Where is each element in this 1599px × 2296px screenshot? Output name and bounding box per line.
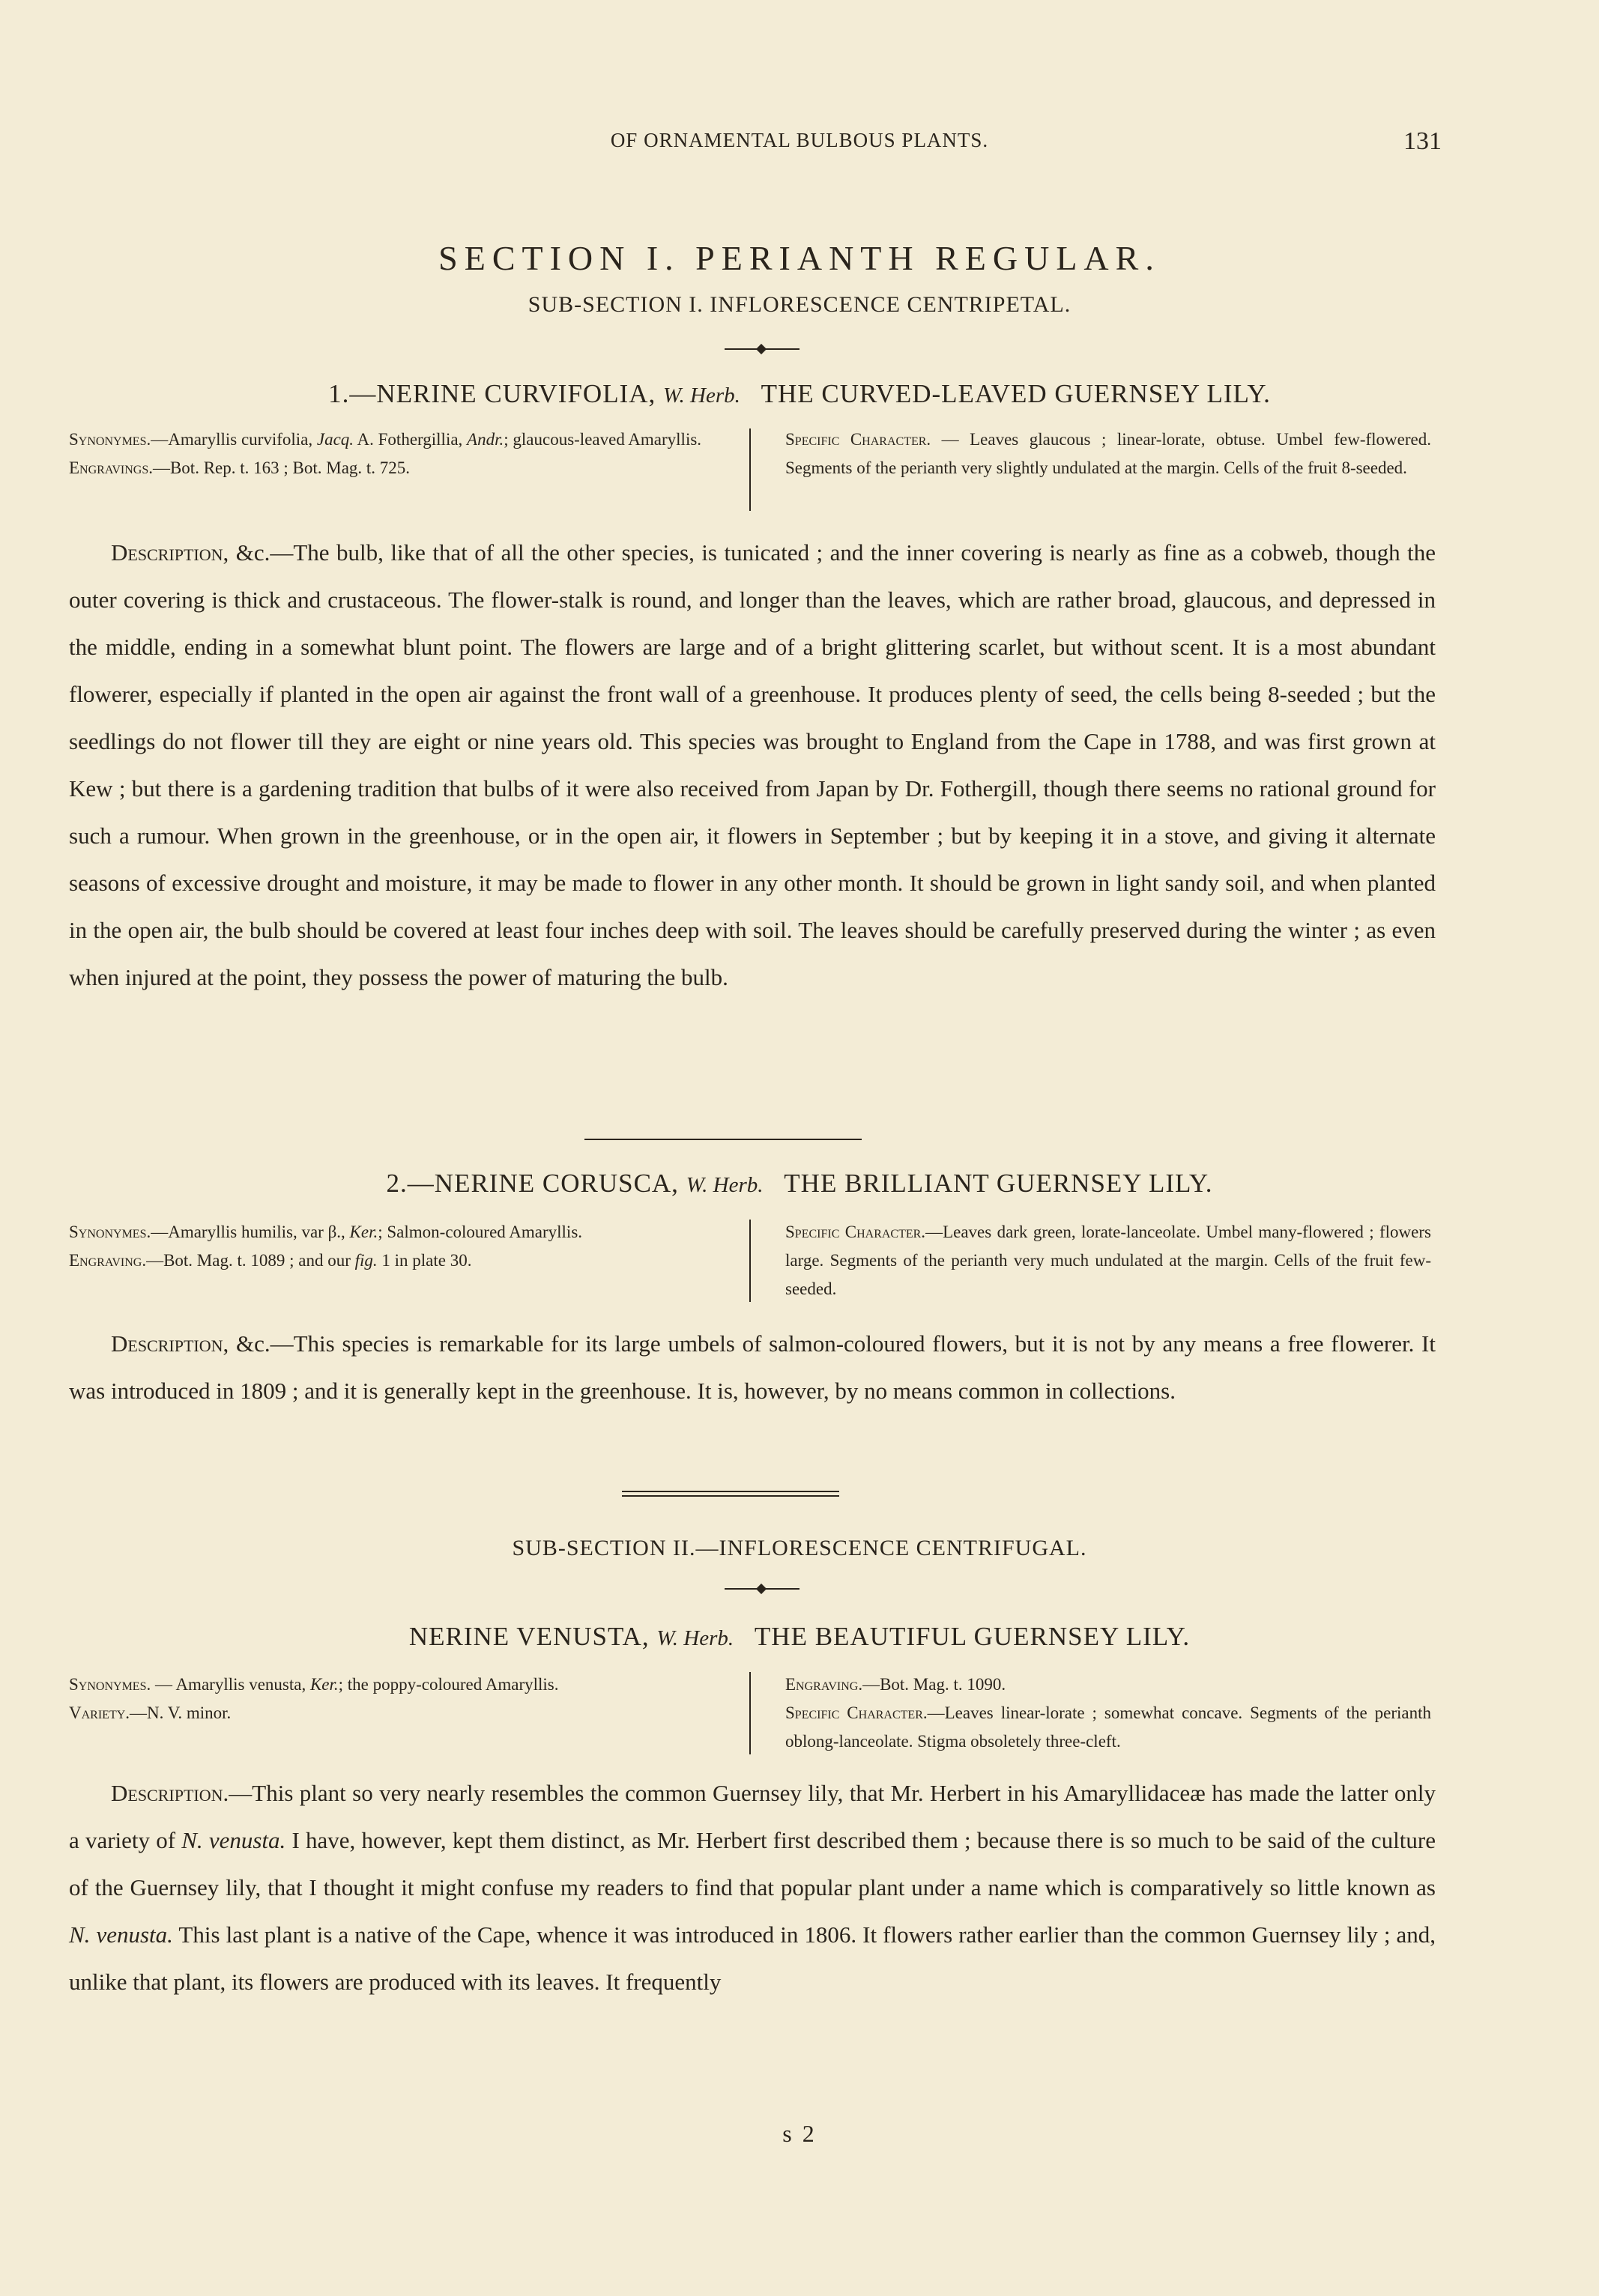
- synonyms-block-venusta: Synonymes. — Amaryllis venusta, Ker.; the poppy-coloured Amaryllis. Variety.—N. V. minor.: [69, 1675, 559, 1722]
- synonyms-block-corusca: Synonymes.—Amaryllis humilis, var β., Ker.; Salmon-coloured Amaryllis. Engraving.—Bot. Mag. t. 1089 ; and our fig. 1 in plate 30.: [69, 1223, 583, 1270]
- specific-character-curvifolia: Specific Character. — Leaves glaucous ; linear-lorate, obtuse. Umbel few-flowered. Segments of the perianth very slightly undulated at the margin. Cells of the fruit 8-seeded.: [785, 430, 1431, 477]
- subsection-title: SUB-SECTION I. INFLORESCENCE CENTRIPETAL.: [528, 292, 1071, 317]
- column-divider: [749, 1220, 751, 1302]
- ornament-divider-icon: [725, 345, 800, 354]
- running-head: OF ORNAMENTAL BULBOUS PLANTS.: [610, 129, 989, 151]
- column-divider: [749, 1672, 751, 1754]
- subsection-title-2: SUB-SECTION II.—INFLORESCENCE CENTRIFUGAL.: [512, 1536, 1087, 1560]
- section-rule: [584, 1139, 862, 1140]
- species-title-curvifolia: 1.—NERINE CURVIFOLIA, W. Herb. THE CURVED-LEAVED GUERNSEY LILY.: [328, 379, 1271, 408]
- signature-mark: s 2: [782, 2120, 817, 2147]
- species-title-venusta: NERINE VENUSTA, W. Herb. THE BEAUTIFUL GUERNSEY LILY.: [408, 1622, 1191, 1651]
- column-divider: [749, 428, 751, 511]
- specific-character-corusca: Specific Character.—Leaves dark green, lorate-lanceolate. Umbel many-flowered ; flowers large. Segments of the perianth very much undulated at the margin. Cells of the fruit few-seeded.: [785, 1223, 1431, 1298]
- description-venusta: Description.—This plant so very nearly resembles the common Guernsey lily, that Mr. Herbert in his Amaryllidaceæ has made the latter only a variety of N. venusta. I have, however, kept them distinct, as Mr. Herbert first described them ; because there is so much to be said of the culture of the Guernsey lily, that I thought it might confuse my readers to find that popular plant under a name which is comparatively so little known as N. venusta. This last plant is a native of the Cape, whence it was introduced in 1806. It flowers rather earlier than the common Guernsey lily ; and, unlike that plant, its flowers are produced with its leaves. It frequently: [69, 1780, 1436, 1995]
- description-curvifolia: Description, &c.—The bulb, like that of all the other species, is tunicated ; and the inner covering is nearly as fine as a cobweb, though the outer covering is thick and crustaceous. The flower-stalk is round, and longer than the leaves, which are rather broad, glaucous, and depressed in the middle, ending in a somewhat blunt point. The flowers are large and of a bright glittering scarlet, but without scent. It is a most abundant flowerer, especially if planted in the open air against the front wall of a greenhouse. It produces plenty of seed, the cells being 8-seeded ; but the seedlings do not flower till they are eight or nine years old. This species was brought to England from the Cape in 1788, and was first grown at Kew ; but there is a gardening tradition that bulbs of it were also received from Japan by Dr. Fothergill, though there seems no rational ground for such a rumour. When grown in the greenhouse, or in the open air, it flowers in September ; but by keeping it in a stove, and giving it alternate seasons of excessive drought and moisture, it may be made to flower in any other month. It should be grown in light sandy soil, and when planted in the open air, the bulb should be covered at least four inches deep with soil. The leaves should be carefully preserved during the winter ; as even when injured at the point, they possess the power of maturing the bulb.: [69, 539, 1436, 990]
- ornament-divider-icon: [725, 1584, 800, 1593]
- species-title-corusca: 2.—NERINE CORUSCA, W. Herb. THE BRILLIANT GUERNSEY LILY.: [386, 1169, 1213, 1198]
- engraving-character-venusta: Engraving.—Bot. Mag. t. 1090. Specific Character.—Leaves linear-lorate ; somewhat concave. Segments of the perianth oblong-lanceolate. Stigma obsoletely three-cleft.: [785, 1675, 1431, 1751]
- section-title: SECTION I. PERIANTH REGULAR.: [438, 239, 1161, 277]
- description-corusca: Description, &c.—This species is remarkable for its large umbels of salmon-coloured flowers, but it is not by any means a free flowerer. It was introduced in 1809 ; and it is generally kept in the greenhouse. It is, however, by no means common in collections.: [69, 1330, 1436, 1404]
- page-number: 131: [1403, 127, 1442, 155]
- double-rule-divider: [622, 1491, 839, 1497]
- synonyms-block-curvifolia: Synonymes.—Amaryllis curvifolia, Jacq. A. Fothergillia, Andr.; glaucous-leaved Amaryllis. Engravings.—Bot. Rep. t. 163 ; Bot. Mag. t. 725.: [69, 430, 702, 477]
